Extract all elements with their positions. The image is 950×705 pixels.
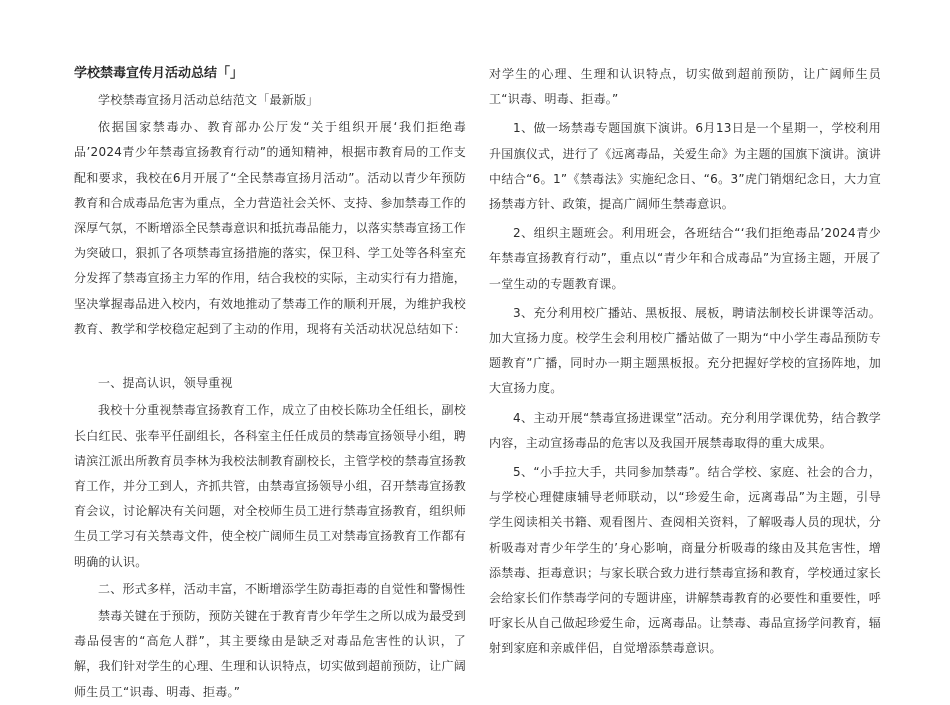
intro-paragraph: 依据国家禁毒办、教育部办公厅发“关于组织开展‘我们拒绝毒品’2024青少年禁毒宣扬教育行动”的通知精神，根据市教育局的工作支配和要求，我校在6月开展了“全民禁毒宣扬月活动”。活动以青少年预防教育和合成毒品危害为重点，全力营造社会关怀、支持、参加禁毒工作的深厚气氛，不断增添全民禁毒意识和抵抗毒品能力，以落实禁毒宣扬工作为突破口，狠抓了各项禁毒宣扬措施的落实，保卫科、学工处等各科室充分发挥了禁毒宣扬主力军的作用，结合我校的实际，主动实行有力措施，坚决掌握毒品进入校内，有效地推动了禁毒工作的顺利开展，为维护我校教育、教学和学校稳定起到了主动的作用，现将有关活动状况总结如下： [74,120,467,336]
section-1-heading: 一、提高认识，领导重视 [98,376,233,391]
section-1-paragraph: 我校十分重视禁毒宣扬教育工作，成立了由校长陈功全任组长，副校长白红民、张奉平任副组长，各科室主任任成员的禁毒宣扬领导小组，聘请滨江派出所教育员李林为我校法制教育副校长，主管学校的禁毒宣扬教育工作，并分工到人，齐抓共管，由禁毒宣扬领导小组，召开禁毒宣扬教育会议，讨论解决有关问题，对全校师生员工进行禁毒宣扬教育，组织师生员工学习有关禁毒文件，使全校广阔师生员工对禁毒宣扬教育工作都有明确的认识。 [74,403,467,569]
document-subtitle: 学校禁毒宣扬月活动总结范文「最新版」 [98,93,319,107]
right-column [489,62,881,662]
spacer [74,342,466,367]
item-5-paragraph: 5、“小手拉大手，共同参加禁毒”。结合学校、家庭、社会的合力，与学校心理健康辅导老师联动，以“珍爱生命，远离毒品”为主题，引导学生阅读相关书籍、观看图片、查阅相关资料，了解吸毒人员的现状，分析吸毒对青少年学生的’身心影响，商量分析吸毒的缘由及其危害性，增添禁毒、拒毒意识；与家长联合致力进行禁毒宣扬和教育，学校通过家长会给家长们作禁毒学问的专题讲座，讲解禁毒教育的必要性和重要性，呼吁家长从自己做起珍爱生命，远离毒品。让禁毒、毒品宣扬学问教育，辐射到家庭和亲戚伴侣，自觉增添禁毒意识。 [489,465,882,656]
section-2-continuation: 对学生的心理、生理和认识特点，切实做到超前预防，让广阔师生员工“识毒、明毒、拒毒。” [489,67,881,107]
document-title: 学校禁毒宣传月活动总结「」 [74,66,244,81]
item-3-paragraph: 3、充分利用校广播站、黑板报、展板，聘请法制校长讲课等活动。加大宣扬力度。校学生会利用校广播站做了一期为“中小学生毒品预防专题教育”广播，同时办一期主题黑板报。充分把握好学校的宣扬阵地，加大宣扬力度。 [489,305,881,396]
section-2-paragraph: 禁毒关键在于预防，预防关键在于教育青少年学生之所以成为最受到毒品侵害的“高危人群”，其主要缘由是缺乏对毒品危害性的认识，了解，我们针对学生的心理、生理和认识特点，切实做到超前预防，让广阔师生员工“识毒、明毒、拒毒。” [74,609,467,699]
section-2-heading: 二、形式多样，活动丰富，不断增添学生防毒拒毒的自觉性和警惕性 [98,581,466,596]
item-4-paragraph: 4、主动开展“禁毒宣扬进课堂”活动。充分利用学课优势，结合教学内容，主动宣扬毒品的危害以及我国开展禁毒取得的重大成果。 [489,410,881,450]
item-1-paragraph: 1、做一场禁毒专题国旗下演讲。6月13日是一个星期一，学校利用升国旗仪式，进行了《远离毒品，关爱生命》为主题的国旗下演讲。演讲中结合“6。1”《禁毒法》实施纪念日、“6。3”虎门销烟纪念日，大力宣扬禁毒方针、政策，提高广阔师生禁毒意识。 [489,121,882,212]
item-2-paragraph: 2、组织主题班会。利用班会，各班结合“‘我们拒绝毒品’2024青少年禁毒宣扬教育行动”，重点以“青少年和合成毒品”为宣扬主题，开展了一堂生动的专题教育课。 [489,226,881,291]
left-column [74,88,467,699]
